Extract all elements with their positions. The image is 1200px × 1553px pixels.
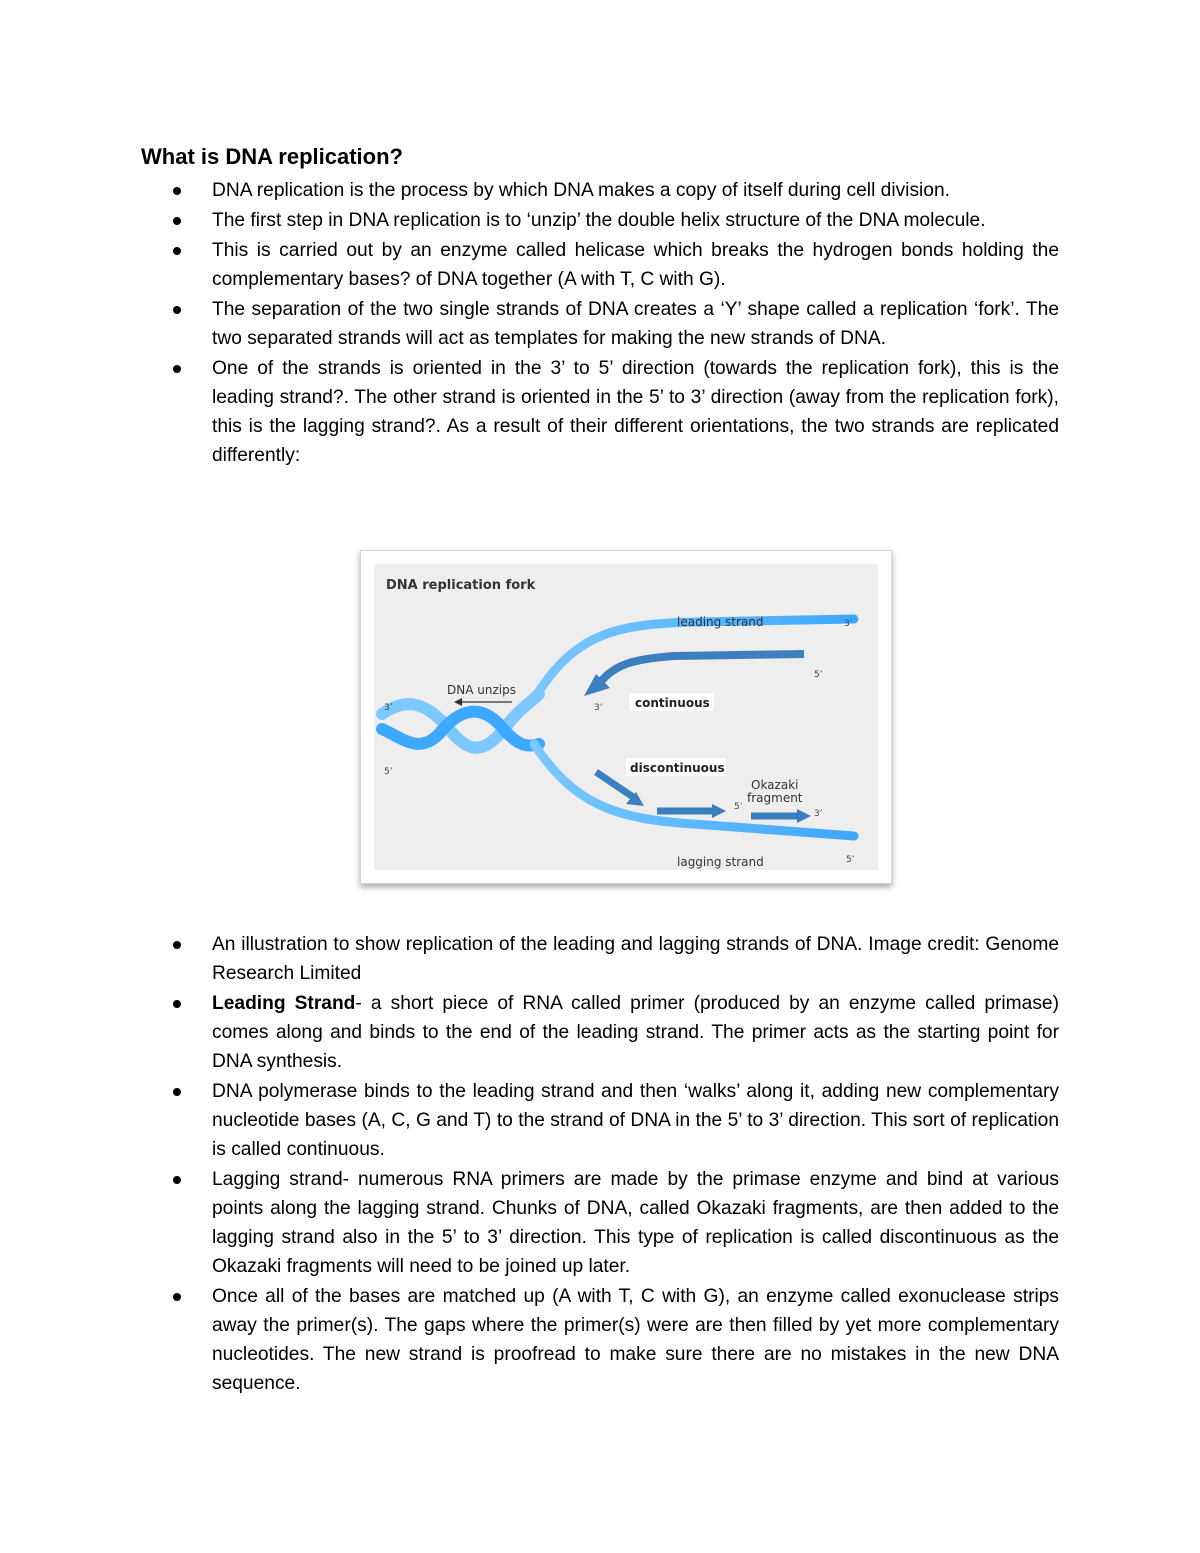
leading-5prime-label: 5’	[814, 670, 823, 680]
list-item: The first step in DNA replication is to ‘unzip’ the double helix structure of the DNA molecule.	[212, 206, 1059, 235]
leading-3prime-label: 3’	[844, 619, 853, 629]
dna-unzips-label: DNA unzips	[447, 683, 516, 697]
dna-replication-fork-figure	[360, 550, 892, 884]
leading-strand-label: leading strand	[677, 615, 764, 629]
figure-title: DNA replication fork	[386, 578, 536, 593]
bullet-icon	[173, 1293, 181, 1301]
bullet-icon	[173, 247, 181, 255]
list-item: Once all of the bases are matched up (A with T, C with G), an enzyme called exonuclease strips away the primer(s). The gaps where the primer(s) were are then filled by yet more complementary nucleotides. The new strand is proofread to make sure there are no mistakes in the new DNA sequence.	[212, 1282, 1059, 1398]
bullet-icon	[173, 187, 181, 195]
lagging-strand-label: lagging strand	[677, 855, 764, 869]
bullet-list-bottom	[212, 930, 1059, 1399]
bullet-icon	[173, 1088, 181, 1096]
okazaki-label-line1: Okazaki	[751, 778, 799, 792]
list-item: This is carried out by an enzyme called helicase which breaks the hydrogen bonds holding the complementary bases? of DNA together (A with T, C with G).	[212, 236, 1059, 294]
okazaki-3prime-label: 3’	[814, 809, 823, 819]
bullet-icon	[173, 365, 181, 373]
fork-diagram	[374, 564, 878, 870]
page-title: What is DNA replication?	[141, 144, 403, 169]
lagging-5prime-label: 5’	[846, 855, 855, 865]
list-item: Lagging strand- numerous RNA primers are made by the primase enzyme and bind at various points along the lagging strand. Chunks of DNA, called Okazaki fragments, are then added to the lagging strand also in the 5’ to 3’ direction. This type of replication is called discontinuous as the Okazaki fragments will need to be joined up later.	[212, 1165, 1059, 1281]
bullet-icon	[173, 306, 181, 314]
okazaki-label-line2: fragment	[747, 791, 803, 805]
list-item: An illustration to show replication of the leading and lagging strands of DNA. Image credit: Genome Research Limited	[212, 930, 1059, 988]
list-item: DNA replication is the process by which DNA makes a copy of itself during cell division.	[212, 176, 1059, 205]
leading-strand-heading: Leading Strand	[212, 993, 356, 1014]
bullet-icon	[173, 217, 181, 225]
bullet-icon	[173, 941, 181, 949]
helix-5prime-label: 5’	[384, 767, 393, 777]
continuous-label: continuous	[635, 696, 710, 710]
okazaki-5prime-label: 5’	[734, 802, 743, 812]
list-item: The separation of the two single strands of DNA creates a ‘Y’ shape called a replication ‘fork’. The two separated strands will act as templates for making the new strands of DNA.	[212, 295, 1059, 353]
bullet-icon	[173, 1000, 181, 1008]
bullet-list-top	[212, 176, 1059, 471]
bullet-icon	[173, 1176, 181, 1184]
discontinuous-label: discontinuous	[630, 761, 725, 775]
helix-3prime-label: 3’	[384, 703, 393, 713]
continuous-3prime-label: 3’	[594, 703, 603, 713]
list-item: DNA polymerase binds to the leading strand and then ‘walks’ along it, adding new complementary nucleotide bases (A, C, G and T) to the strand of DNA in the 5’ to 3’ direction. This sort of replication is called continuous.	[212, 1077, 1059, 1164]
list-item: One of the strands is oriented in the 3’ to 5’ direction (towards the replication fork), this is the leading strand?. The other strand is oriented in the 5’ to 3’ direction (away from the replication fork), this is the lagging strand?. As a result of their different orientations, the two strands are replicated differently:	[212, 354, 1059, 470]
list-item: Leading Strand- a short piece of RNA called primer (produced by an enzyme called primase) comes along and binds to the end of the leading strand. The primer acts as the starting point for DNA synthesis.	[212, 989, 1059, 1076]
